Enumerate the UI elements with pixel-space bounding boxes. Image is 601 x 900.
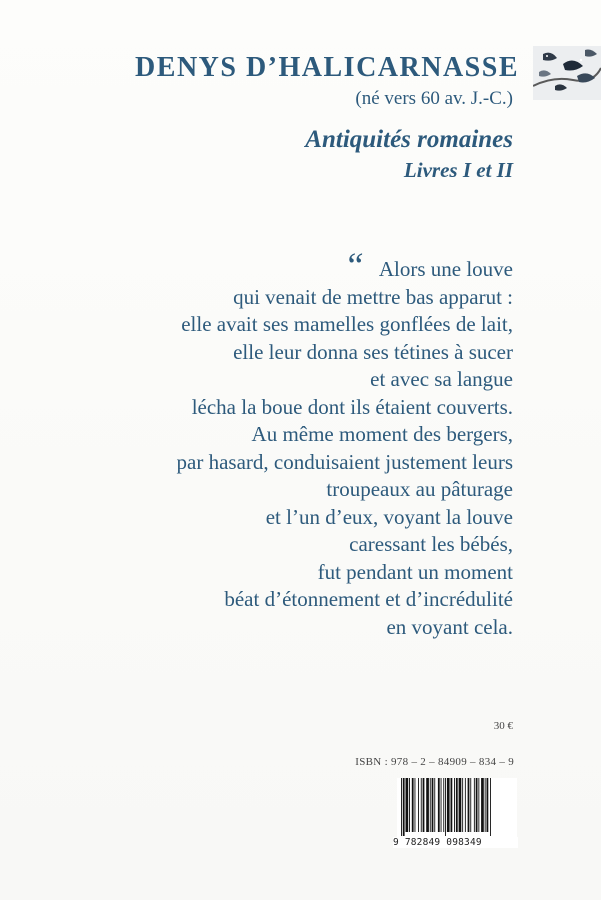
barcode-bar (451, 778, 453, 832)
author-name: DENYS D’HALICARNASSE (135, 52, 519, 83)
barcode-bar (474, 778, 475, 832)
author-dates: (né vers 60 av. J.-C.) (355, 88, 513, 109)
quote-line: troupeaux au pâturage (326, 477, 513, 501)
quote-line: et l’un d’eux, voyant la louve (265, 504, 513, 529)
quote-line: lécha la boue dont ils étaient couverts. (191, 394, 513, 419)
barcode-bar (478, 778, 479, 832)
barcode-bar (468, 778, 470, 832)
barcode-bar (412, 778, 414, 832)
barcode-bar (443, 778, 444, 832)
barcode-bar (438, 778, 440, 832)
quote-line: fut pendant un moment (317, 559, 513, 584)
barcode-bar (459, 778, 462, 832)
barcode-bar (432, 778, 434, 832)
barcode-bar (421, 778, 422, 832)
quote-line: elle leur donna ses tétines à sucer (233, 339, 513, 364)
barcode-bar (441, 778, 442, 832)
barcode-bar (487, 778, 489, 832)
barcode-bar (447, 778, 450, 832)
barcode-bar (476, 778, 478, 832)
work-subtitle: Livres I et II (403, 158, 513, 182)
quote-line: Au même moment des bergers, (251, 422, 513, 446)
barcode-bar (454, 778, 455, 832)
barcode-bar (445, 778, 446, 836)
barcode-bar (401, 778, 402, 836)
isbn: ISBN : 978 – 2 – 84909 – 834 – 9 (355, 756, 514, 768)
barcode-bar (406, 778, 409, 832)
barcode-bar (415, 778, 416, 832)
barcode-bar (465, 778, 466, 832)
work-title: Antiquités romaines (305, 126, 513, 153)
excerpt-quote (53, 256, 513, 641)
birds-on-branch-icon (533, 46, 601, 100)
quote-line: caressant les bébés, (349, 532, 513, 556)
quote-line: par hasard, conduisaient justement leurs (176, 449, 513, 474)
quote-line: et avec sa langue (370, 367, 513, 391)
opening-quote-mark: “ (344, 245, 365, 285)
barcode-bar (485, 778, 486, 832)
price: 30 € (493, 720, 513, 732)
barcode-bar (418, 778, 419, 832)
barcode-bar (481, 778, 484, 832)
barcode-bar (490, 778, 491, 836)
quote-line: en voyant cela. (386, 614, 513, 639)
barcode-bar (426, 778, 429, 832)
barcode-bar (462, 778, 463, 832)
quote-line: Alors une louve (378, 257, 513, 281)
barcode-bar (403, 778, 405, 836)
barcode-bar (434, 778, 435, 832)
barcode-bar (470, 778, 471, 832)
barcode-digits: 9 782849 098349 (393, 837, 518, 848)
barcode-bar (430, 778, 431, 832)
quote-line: béat d’étonnement et d’incrédulité (224, 587, 513, 611)
quote-line: qui venait de mettre bas apparut : (233, 284, 513, 309)
barcode-bar (409, 778, 410, 832)
quote-line: elle avait ses mamelles gonflées de lait, (181, 312, 513, 336)
barcode-bar (456, 778, 458, 832)
barcode-bar (423, 778, 425, 832)
